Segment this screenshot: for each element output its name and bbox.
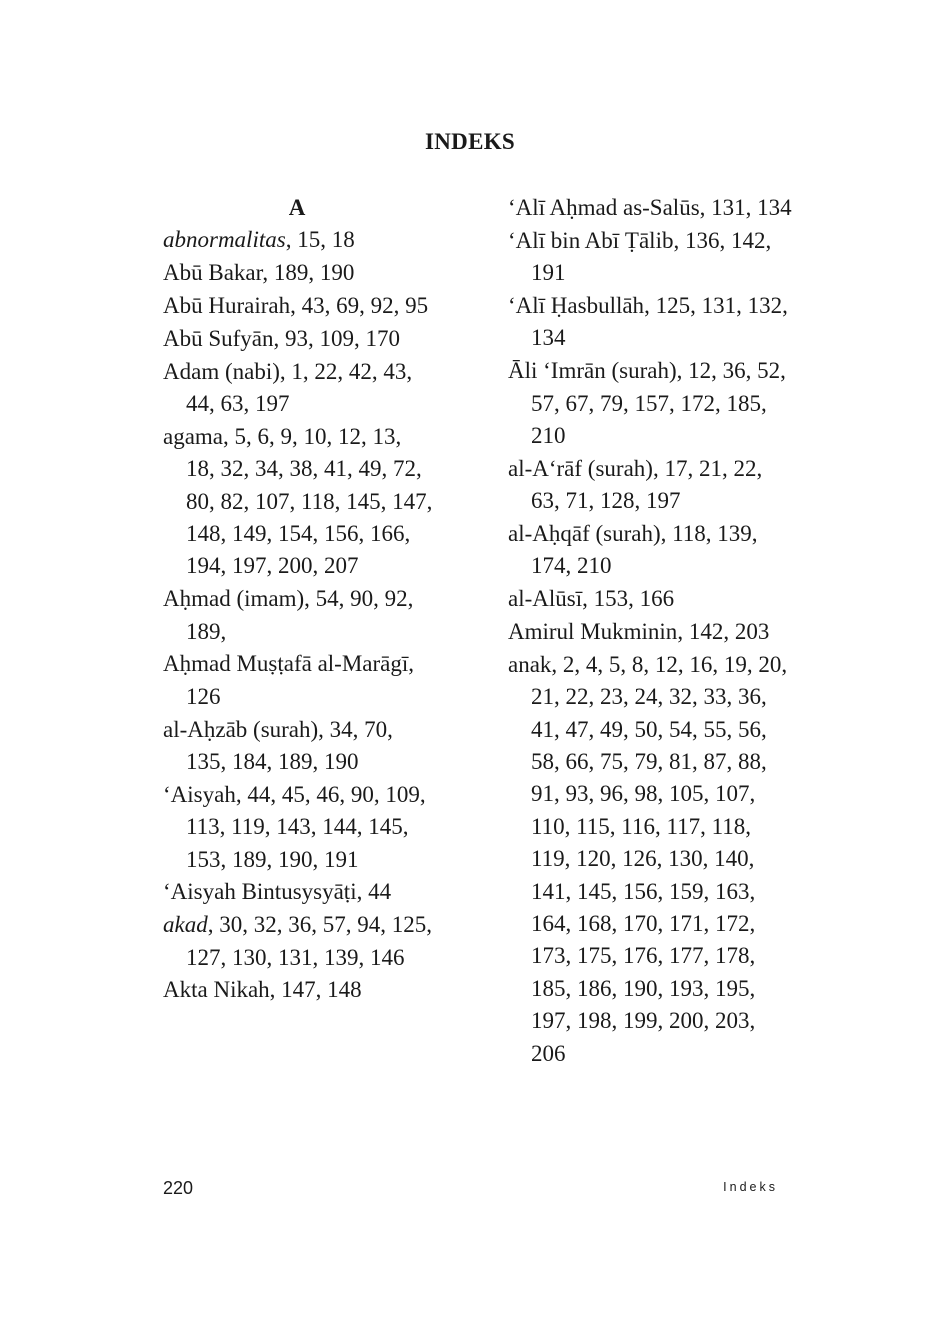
index-entry (163, 257, 435, 289)
index-entry (508, 616, 793, 648)
index-pages: , 15, 18 (285, 227, 355, 253)
index-entry (163, 648, 435, 713)
index-pages: , 5, 6, 9, 10, 12, 13, 18, 32, 34, 38, 41, 49, 72, 80, 82, 107, 118, 145, 147, 148, 149, 154, 156, 166, 194, 197, 200, 207 (186, 423, 433, 579)
index-list-left (163, 224, 435, 1006)
index-term: al-Aḥzāb (surah) (163, 716, 319, 742)
index-entry (163, 876, 435, 908)
index-entry (508, 225, 793, 290)
page-title: INDEKS (425, 129, 515, 154)
running-head: Indeks (723, 1180, 778, 1194)
index-pages: , 118, 139, 174, 210 (531, 521, 758, 579)
index-pages: , 34, 70, 135, 184, 189, 190 (186, 716, 393, 775)
index-pages: , 136, 142, 191 (531, 227, 772, 286)
index-term: ‘Alī Ḥasbullāh (508, 293, 645, 318)
index-term: al-A‘rāf (surah) (508, 455, 653, 481)
index-entry (508, 518, 793, 583)
index-entry (508, 453, 793, 518)
index-term: Amirul Mukminin (508, 619, 678, 645)
index-pages: , 17, 21, 22, 63, 71, 128, 197 (531, 455, 763, 514)
index-pages: , 125, 131, 132, 134 (531, 293, 788, 351)
index-pages: , 43, 69, 92, 95 (290, 292, 429, 318)
index-pages: , 153, 166 (582, 586, 675, 612)
index-pages: , 54, 90, 92, 189, (186, 586, 414, 644)
index-entry (508, 649, 793, 1070)
index-term: anak (508, 651, 552, 677)
index-term: Aḥmad (imam) (163, 586, 305, 612)
index-entry (163, 974, 435, 1006)
index-term: Adam (nabi) (163, 358, 280, 384)
index-term: al-Alūsī (508, 586, 583, 612)
index-term: ‘Aisyah (163, 781, 236, 807)
index-entry (163, 714, 435, 779)
index-term: Abū Hurairah (163, 292, 291, 318)
section-letter: A (288, 195, 306, 220)
index-entry (163, 779, 435, 876)
index-term: ‘Aisyah Bintusysyāṭi (163, 879, 357, 905)
index-pages: , 12, 36, 52, 57, 67, 79, 157, 172, 185, 210 (531, 358, 786, 449)
index-term: abnormalitas (163, 227, 286, 253)
index-entry (163, 583, 435, 648)
index-pages: , 1, 22, 42, 43, 44, 63, 197 (186, 358, 413, 416)
page-number: 220 (163, 1178, 194, 1198)
index-entry (508, 355, 793, 452)
index-term: ‘Alī bin Abī Ṭālib (508, 227, 674, 253)
index-term: agama (163, 423, 224, 449)
index-pages: , 30, 32, 36, 57, 94, 125, 127, 130, 131, 139, 146 (186, 912, 432, 970)
index-term: ‘Alī Aḥmad as-Salūs (508, 195, 700, 220)
index-entry (163, 290, 435, 322)
index-list-right (508, 192, 793, 1070)
index-term: Abū Sufyān (163, 325, 274, 351)
index-pages: , 142, 203 (677, 619, 770, 645)
index-pages: , 93, 109, 170 (273, 325, 401, 351)
index-entry (163, 224, 435, 256)
index-pages: , 44 (356, 879, 392, 905)
index-pages: , 131, 134 (699, 195, 792, 220)
index-pages: , 44, 45, 46, 90, 109, 113, 119, 143, 144, 145, 153, 189, 190, 191 (186, 781, 426, 872)
index-pages: , 189, 190 (262, 260, 355, 286)
index-entry (163, 356, 435, 421)
index-entry (163, 323, 435, 355)
index-pages: , 2, 4, 5, 8, 12, 16, 19, 20, 21, 22, 23, 24, 32, 33, 36, 41, 47, 49, 50, 54, 55, 56, 58, 66, 75, 79, 81, 87, 88, 91, 93, 96, 98, 105, 107, 110, 115, 116, 117, 118, 119, 120, 126, 130, 140, 141, 145, 156, 159, 163, 164, 168, 170, 171, 172, 173, 175, 176, 177, 178, 185, 186, 190, 193, 195, 197, 198, 199, 200, 203, 206 (531, 651, 788, 1066)
index-entry (508, 290, 793, 355)
index-entry (163, 909, 435, 974)
index-term: Āli ‘Imrān (surah) (508, 358, 677, 384)
index-column-left (163, 192, 435, 1007)
index-term: al-Aḥqāf (surah) (508, 521, 661, 547)
index-term: Aḥmad Muṣṭafā al-Marāgī (163, 651, 409, 677)
index-entry (163, 421, 435, 583)
index-term: Abū Bakar (163, 260, 263, 286)
index-column-right (508, 192, 793, 1070)
index-term: Akta Nikah (163, 977, 270, 1003)
index-pages: , 126 (186, 651, 415, 709)
index-pages: , 147, 148 (269, 977, 362, 1003)
index-entry (508, 192, 793, 224)
index-term: akad (163, 912, 208, 938)
index-entry (508, 583, 793, 615)
